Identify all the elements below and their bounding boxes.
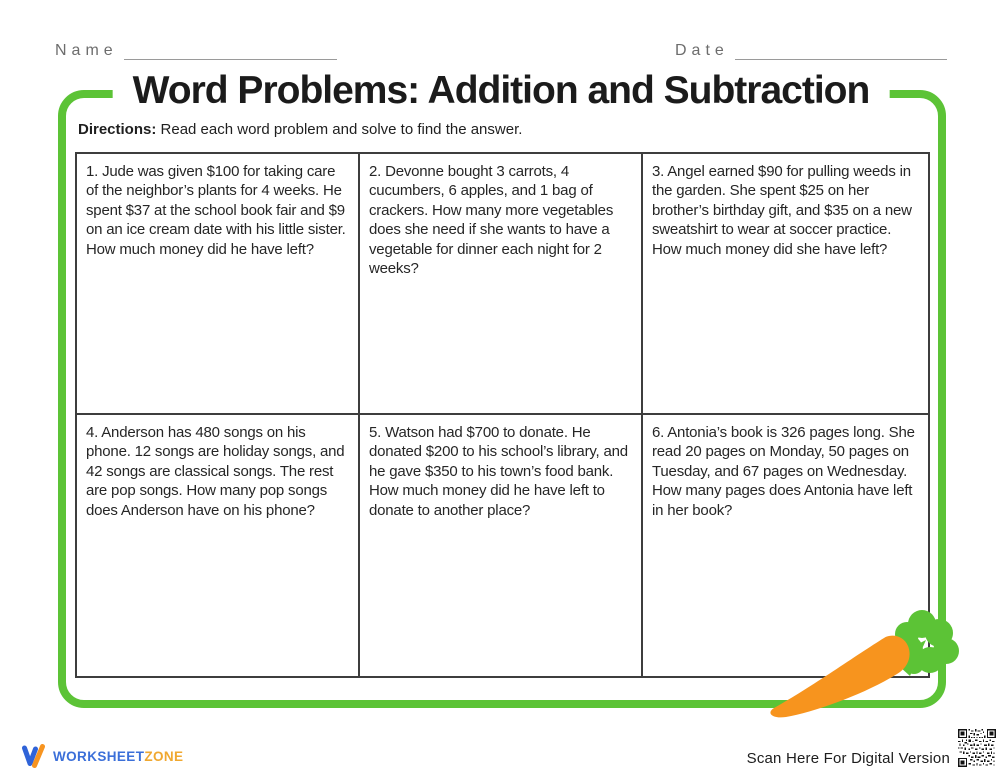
problem-cell-3 — [643, 154, 928, 415]
date-label: Date — [675, 42, 729, 59]
problem-text-6: 6. Antonia’s book is 326 pages long. She read 20 pages on Monday, 50 pages on Tuesday, and 67 pages on Wednesday. How many pages does Antonia have left in her book? — [652, 424, 915, 519]
problem-cell-1 — [77, 154, 360, 415]
carrot-illustration-icon — [758, 596, 1000, 730]
page-title: Word Problems: Addition and Subtraction — [113, 69, 890, 113]
problem-cell-4 — [77, 415, 360, 676]
directions-label: Directions: — [78, 121, 157, 138]
problem-cell-2 — [360, 154, 643, 415]
worksheetzone-logo — [21, 744, 183, 768]
logo-worksheet-text: WORKSHEET — [53, 748, 145, 764]
problem-text-5: 5. Watson had $700 to donate. He donated $200 to his school’s library, and he gave $350 to his town’s food bank. How much money did he have left to donate to another place? — [369, 424, 628, 519]
problem-cell-5 — [360, 415, 643, 676]
scan-here-text: Scan Here For Digital Version — [746, 750, 950, 767]
name-field — [55, 42, 337, 60]
problem-text-1: 1. Jude was given $100 for taking care of the neighbor’s plants for 4 weeks. He spent $37 at the school book fair and $9 on an ice cream date with his little sister. How much money did he have left? — [86, 163, 346, 258]
problem-text-3: 3. Angel earned $90 for pulling weeds in the garden. She spent $25 on her brother’s birthday gift, and $35 on a new sweatshirt to wear at soccer practice. How much money did she have left? — [652, 163, 912, 258]
logo-zone-text: ZONE — [144, 748, 184, 764]
date-field — [675, 42, 947, 60]
name-label: Name — [55, 42, 118, 59]
directions-text: Read each word problem and solve to find the answer. — [156, 121, 523, 138]
name-line — [124, 43, 337, 60]
directions — [78, 121, 522, 138]
qr-code — [958, 728, 996, 768]
logo-w-icon — [21, 744, 47, 768]
problem-text-2: 2. Devonne bought 3 carrots, 4 cucumbers, 6 apples, and 1 bag of crackers. How many more vegetables does she need if she wants to have a vegetable for dinner each night for 2 weeks? — [369, 163, 614, 278]
problem-text-4: 4. Anderson has 480 songs on his phone. 12 songs are holiday songs, and 42 songs are classical songs. The rest are pop songs. How many pop songs does Anderson have on his phone? — [86, 424, 345, 519]
date-line — [735, 43, 947, 60]
